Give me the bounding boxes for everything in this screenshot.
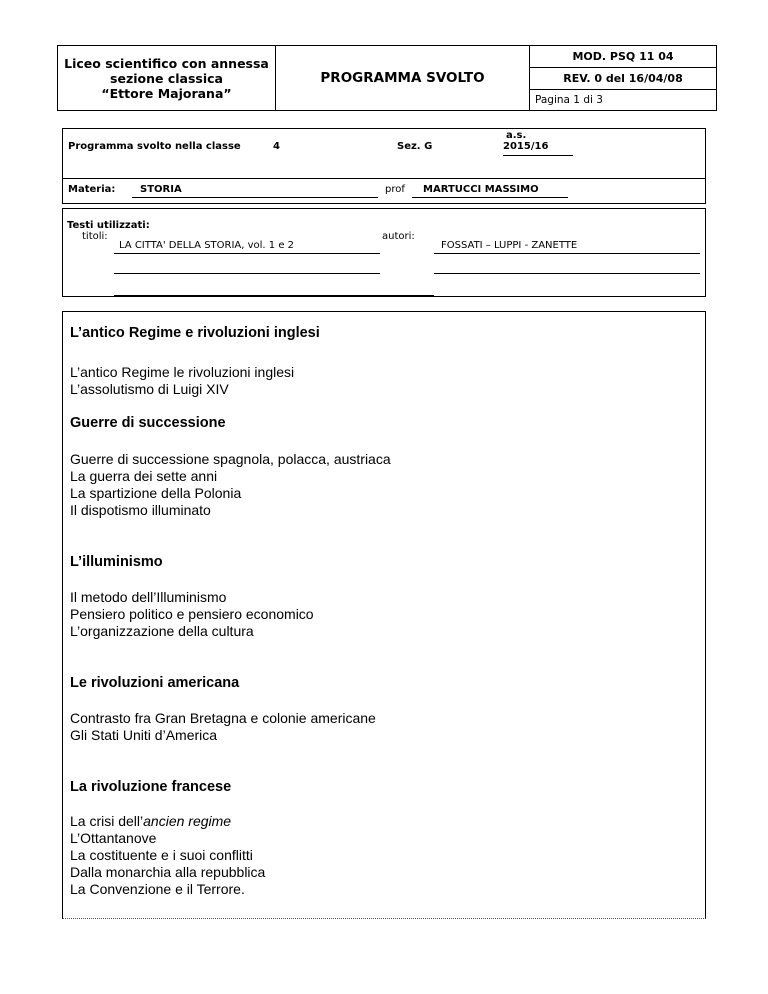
as-underline xyxy=(503,155,573,156)
list-item: Il metodo dell’Illuminismo xyxy=(70,589,227,605)
title-value: LA CITTA' DELLA STORIA, vol. 1 e 2 xyxy=(119,240,295,251)
item-text: La crisi dell’ xyxy=(70,813,144,829)
header-table xyxy=(57,45,717,111)
prof-label: prof xyxy=(385,184,405,195)
texts-label: Testi utilizzati: xyxy=(67,220,150,231)
authors-underline-1 xyxy=(434,253,700,254)
page-number: Pagina 1 di 3 xyxy=(535,93,603,106)
prof-value: MARTUCCI MASSIMO xyxy=(423,184,539,195)
school-name xyxy=(58,46,276,110)
list-item: La guerra dei sette anni xyxy=(70,468,218,484)
materia-value: STORIA xyxy=(140,184,182,195)
title-underline-1 xyxy=(114,253,380,254)
authors-value: FOSSATI – LUPPI - ZANETTE xyxy=(441,240,578,251)
section-title-5: La rivoluzione francese xyxy=(70,779,232,795)
materia-label: Materia: xyxy=(68,184,116,195)
authors-label: autori: xyxy=(382,231,415,242)
materia-underline xyxy=(132,197,378,198)
class-value: 4 xyxy=(273,141,280,152)
section-title-4: Le rivoluzioni americana xyxy=(70,675,240,691)
titles-label: titoli: xyxy=(82,231,108,242)
list-item: La spartizione della Polonia xyxy=(70,485,242,501)
as-value: 2015/16 xyxy=(503,141,549,152)
list-item: Pensiero politico e pensiero economico xyxy=(70,606,314,622)
list-item: La Convenzione e il Terrore. xyxy=(70,881,245,897)
list-item: L’assolutismo di Luigi XIV xyxy=(70,381,229,397)
class-divider xyxy=(62,178,706,179)
school-line-1: Liceo scientifico con annessa xyxy=(64,55,269,71)
section-value: Sez. G xyxy=(397,141,433,152)
list-item: L’antico Regime le rivoluzioni inglesi xyxy=(70,364,295,380)
section-title-2: Guerre di successione xyxy=(70,415,226,431)
item-italic-text: ancien regime xyxy=(143,813,232,829)
mod-code: MOD. PSQ 11 04 xyxy=(530,46,716,68)
document-title: PROGRAMMA SVOLTO xyxy=(276,46,530,110)
list-item: L’Ottantanove xyxy=(70,830,157,846)
as-label: a.s. xyxy=(506,130,527,141)
authors-underline-2 xyxy=(434,273,700,274)
section-title-3: L’illuminismo xyxy=(70,554,163,570)
title-underline-2 xyxy=(114,273,380,274)
list-item: L’organizzazione della cultura xyxy=(70,623,254,639)
list-item: Gli Stati Uniti d’America xyxy=(70,727,218,743)
class-label: Programma svolto nella classe xyxy=(68,141,241,152)
document-meta xyxy=(530,46,716,110)
title-underline-3 xyxy=(114,295,434,296)
revision: REV. 0 del 16/04/08 xyxy=(530,68,716,90)
list-item: La costituente e i suoi conflitti xyxy=(70,847,253,863)
school-line-2: sezione classica xyxy=(110,70,223,86)
list-item: Il dispotismo illuminato xyxy=(70,502,211,518)
list-item: Dalla monarchia alla repubblica xyxy=(70,864,266,880)
school-line-3: “Ettore Majorana” xyxy=(101,85,232,101)
list-item: Guerre di successione spagnola, polacca, austriaca xyxy=(70,451,391,467)
list-item xyxy=(70,813,231,830)
list-item: Contrasto fra Gran Bretagna e colonie americane xyxy=(70,710,376,726)
section-title-1: L’antico Regime e rivoluzioni inglesi xyxy=(70,325,320,341)
prof-underline xyxy=(412,197,568,198)
